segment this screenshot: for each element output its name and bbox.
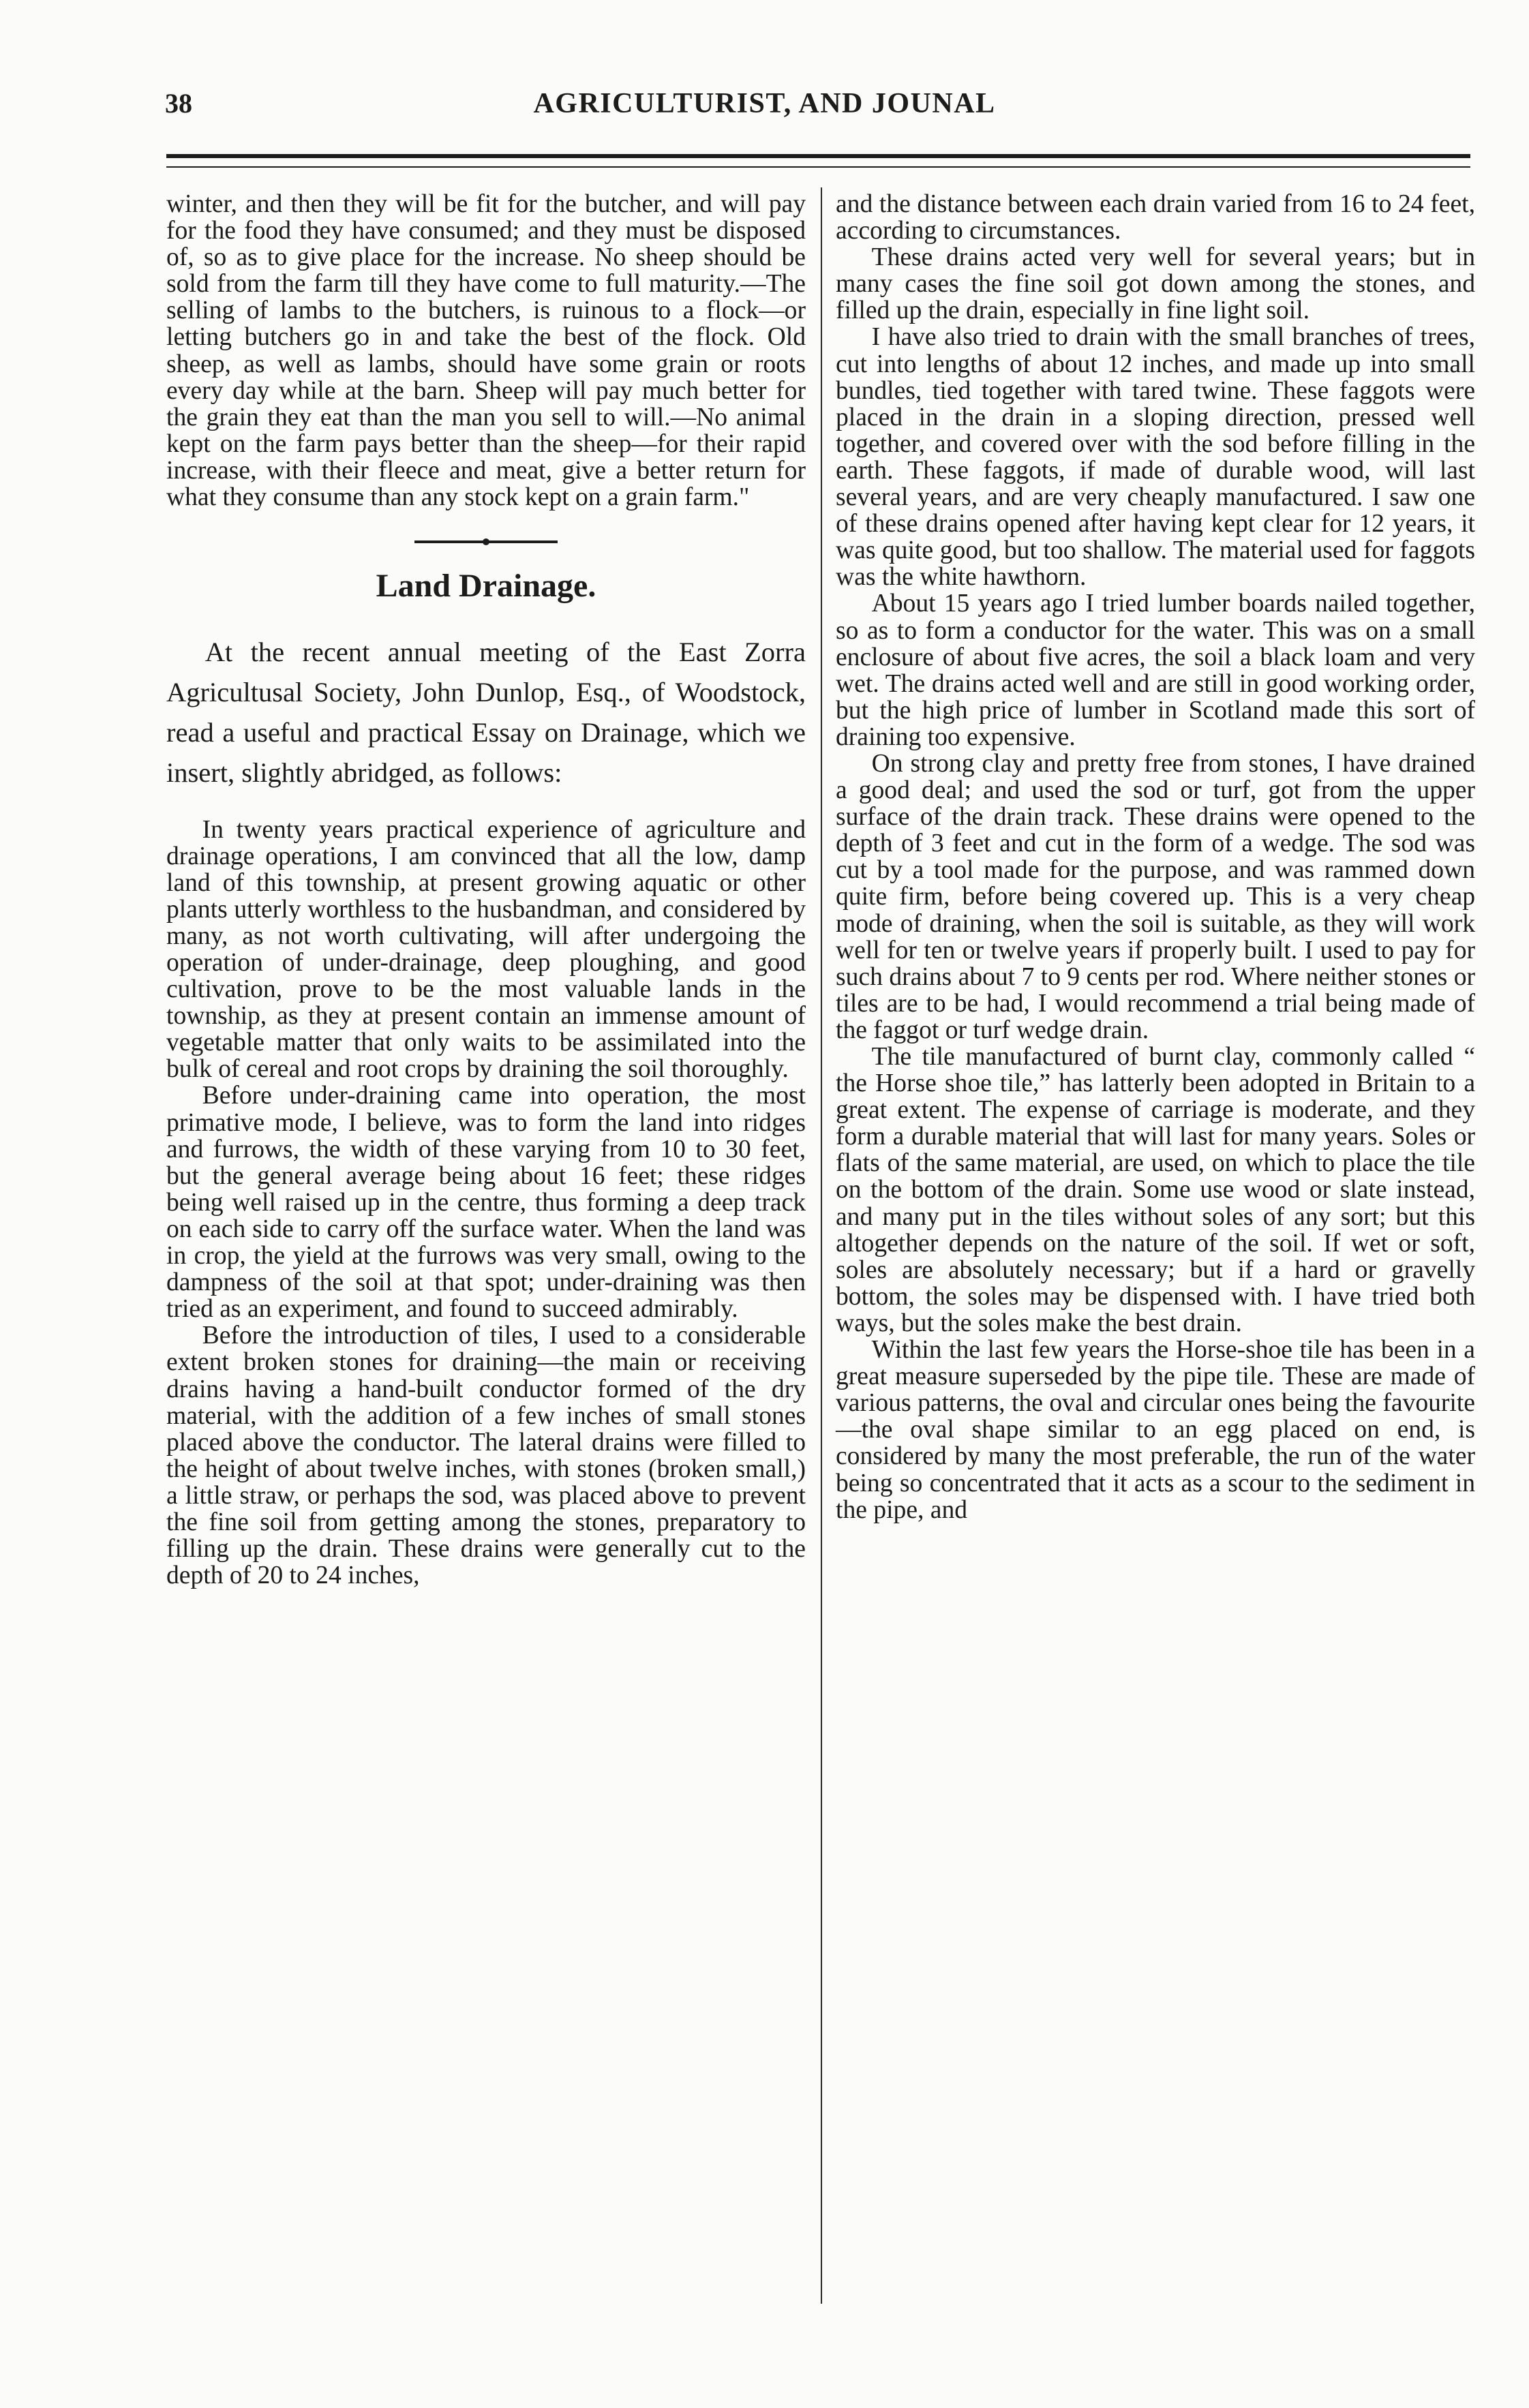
right-column <box>836 191 1475 1523</box>
left-paragraph-2: Before under-draining came into operation, the most primative mode, I believe, was to form the land into ridges and furrows, the width of these varying from 10 to 30 feet, but the general average being about 16 feet; these ridges being well raised up in the centre, thus forming a deep track on each side to carry off the surface water. When the land was in crop, the yield at the furrows was very small, owing to the dampness of the soil at that spot; under-draining was then tried as an experiment, and found to succeed admirably. <box>166 1082 806 1324</box>
left-continuation-paragraph: winter, and then they will be fit for the butcher, and will pay for the food they have consumed; and they must be disposed of, so as to give place for the increase. No sheep should be sold from the farm till they have come to full maturity.—The selling of lambs to the butchers, is ruinous to a flock—or letting butchers go in and take the best of the flock. Old sheep, as well as lambs, should have some grain or roots every day while at the barn. Sheep will pay much better for the grain they eat than the man you sell to will.—No animal kept on the farm pays better than the sheep—for their rapid increase, with their fleece and meat, give a better return for what they consume than any stock kept on a grain farm." <box>166 190 806 512</box>
right-paragraph-1: These drains acted very well for several years; but in many cases the fine soil got down among the stones, and filled up the drain, especially in fine light soil. <box>836 243 1475 325</box>
page-number: 38 <box>165 88 192 119</box>
section-title: Land Drainage. <box>376 568 596 605</box>
divider-dot-icon <box>483 538 489 545</box>
left-paragraph-1: In twenty years practical experience of agriculture and drainage operations, I am convinced that all the low, damp land of this township, at present growing aquatic or other plants utterly worthless to the husbandman, and considered by many, as not worth cultivating, will after undergoing the operation of under-drainage, deep ploughing, and good cultivation, prove to be the most valuable lands in the township, as they at present contain an immense amount of vegetable matter that only waits to be assimilated into the bulk of cereal and root crops by draining the soil thoroughly. <box>166 815 806 1084</box>
left-paragraph-3: Before the introduction of tiles, I used to a considerable extent broken stones for draining—the main or receiving drains having a hand-built conductor formed of the dry material, with the addition of a few inches of small stones placed above the conductor. The lateral drains were filled to the height of about twelve inches, with stones (broken small,) a little straw, or perhaps the sod, was placed above to prevent the fine soil from getting among the stones, preparatory to filling up the drain. These drains were generally cut to the depth of 20 to 24 inches, <box>166 1322 806 1590</box>
right-paragraph-5: The tile manufactured of burnt clay, commonly called “ the Horse shoe tile,” has latterly been adopted in Britain to a great extent. The expense of carriage is moderate, and they form a durable material that will last for many years. Soles or flats of the same material, are used, on which to place the tile on the bottom of the drain. Some use wood or slate instead, and many put in the tiles without soles of any sort; but this altogether depends on the nature of the soil. If wet or soft, soles are absolutely necessary; but if a hard or gravelly bottom, the soles may be dispensed with. I have tried both ways, but the soles make the best drain. <box>836 1043 1475 1337</box>
header-rule-thick <box>166 154 1470 158</box>
left-column <box>166 191 806 1589</box>
running-title: AGRICULTURIST, AND JOUNAL <box>533 88 996 119</box>
right-paragraph-2: I have also tried to drain with the small branches of trees, cut into lengths of about 12 inches, and made up into small bundles, tied together with tared twine. These faggots were placed in the drain in a sloping direction, pressed well together, and covered over with the sod before filling in the earth. These faggots, if made of durable wood, will last several years, and are very cheaply manufactured. I saw one of these drains opened after having kept clear for 12 years, it was quite good, but too shallow. The material used for faggots was the white hawthorn. <box>836 323 1475 592</box>
divider-line <box>414 540 558 543</box>
right-continuation-paragraph: and the distance between each drain varied from 16 to 24 feet, according to circumstances. <box>836 190 1475 245</box>
right-paragraph-4: On strong clay and pretty free from stones, I have drained a good deal; and used the sod or turf, got from the upper surface of the drain track. These drains were opened to the depth of 3 feet and cut in the form of a wedge. The sod was cut by a tool made for the purpose, and was rammed down quite firm, before being covered up. This is a very cheap mode of draining, when the soil is suitable, as they will work well for ten or twelve years if properly built. I used to pay for such drains about 7 to 9 cents per rod. Where neither stones or tiles are to be had, I would recommend a trial being made of the faggot or turf wedge drain. <box>836 749 1475 1044</box>
intro-block <box>166 632 806 793</box>
intro-paragraph: At the recent annual meeting of the East Zorra Agricultusal Society, John Dunlop, Esq., of Woodstock, read a useful and practical Essay on Drainage, which we insert, slightly abridged, as follows: <box>166 637 806 789</box>
column-divider-rule <box>821 187 822 2304</box>
section-divider <box>166 540 806 543</box>
right-paragraph-6: Within the last few years the Horse-shoe tile has been in a great measure superseded by the pipe tile. These are made of various patterns, the oval and circular ones being the favourite—the oval shape similar to an egg placed on end, is considered by many the most preferable, the run of the water being so concentrated that it acts as a scour to the sediment in the pipe, and <box>836 1336 1475 1524</box>
right-paragraph-3: About 15 years ago I tried lumber boards nailed together, so as to form a conductor for the water. This was on a small enclosure of about five acres, the soil a black loam and very wet. The drains acted well and are still in good working order, but the high price of lumber in Scotland made this sort of draining too expensive. <box>836 590 1475 751</box>
header-rule-thin <box>166 166 1470 168</box>
